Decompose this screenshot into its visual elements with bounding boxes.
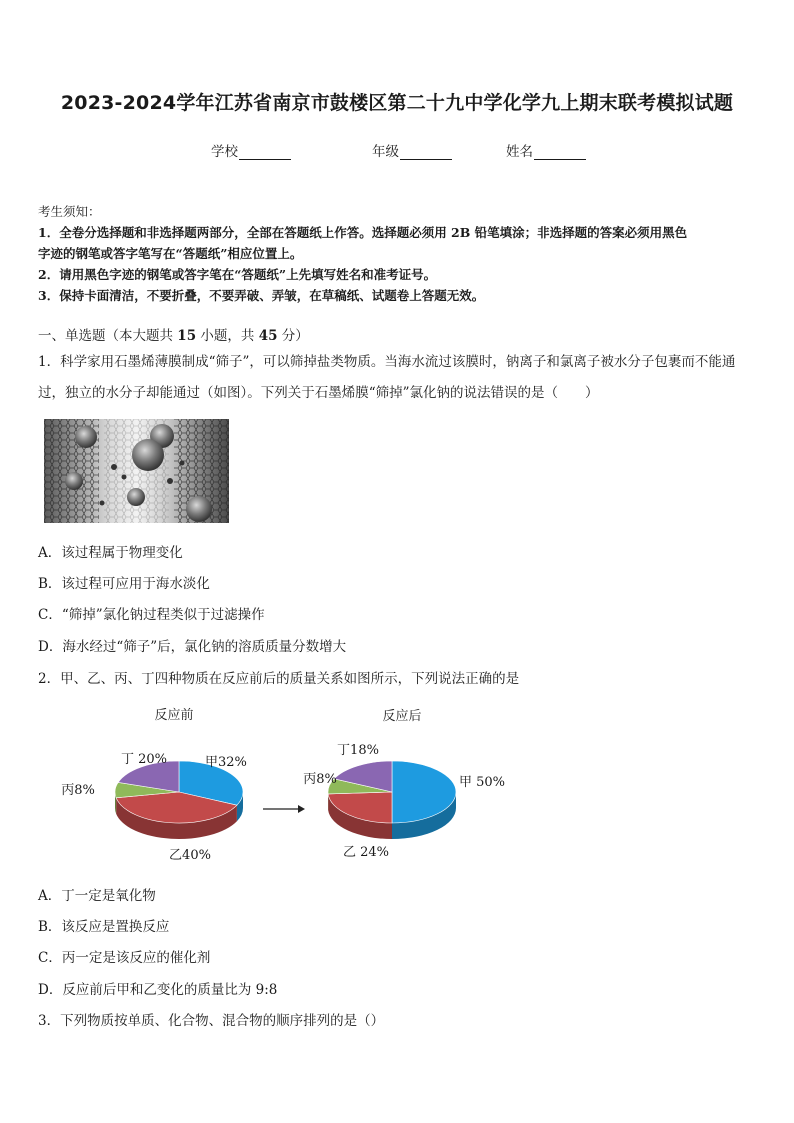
page-title: 2023-2024学年江苏省南京市鼓楼区第二十九中学化学九上期末联考模拟试题 (60, 92, 734, 114)
school-blank (239, 145, 291, 160)
q1-line: 过，独立的水分子却能通过（如图）。下列关于石墨烯膜“筛掉”氯化钠的说法错误的是（ ） (38, 385, 599, 401)
q1-option-c: C．“筛掉”氯化钠过程类似于过滤操作 (38, 607, 265, 623)
q2-option-d: D．反应前后甲和乙变化的质量比为 9:8 (38, 982, 278, 998)
pie-slice-label: 丙8% (61, 783, 95, 798)
notice-item: 1．全卷分选择题和非选择题两部分，全部在答题纸上作答。选择题必须用 2B 铅笔填涂；非选择题的答案必须用黑色 (38, 225, 688, 240)
grade-label: 年级 (372, 144, 399, 160)
pie-chart-after (303, 708, 505, 860)
pie-charts (40, 700, 560, 870)
notice-item: 2．请用黑色字迹的钢笔或答字笔在“答题纸”上先填写姓名和准考证号。 (38, 267, 437, 282)
pie-slice-label: 丁18% (337, 743, 379, 758)
pie-chart-title: 反应前 (154, 708, 194, 723)
pie-slice-label: 丙8% (303, 772, 337, 787)
pie-slice-label: 甲32% (205, 755, 247, 770)
section-score: 45 (258, 328, 278, 344)
school-label: 学校 (211, 144, 238, 160)
question-2-stem: 2．甲、乙、丙、丁四种物质在反应前后的质量关系如图所示，下列说法正确的是 (38, 671, 520, 687)
right-arrow-icon (263, 805, 305, 813)
grade-blank (400, 145, 452, 160)
section-mid: 小题，共 (200, 328, 255, 344)
section-end: 分） (281, 328, 309, 344)
notice-block (38, 201, 758, 306)
grade-field (372, 140, 452, 160)
name-field (506, 140, 586, 160)
q1-option-a: A．该过程属于物理变化 (38, 545, 183, 561)
school-field (211, 140, 291, 160)
pie-slice-label: 甲 50% (459, 775, 506, 790)
name-label: 姓名 (506, 144, 533, 160)
q2-option-b: B．该反应是置换反应 (38, 919, 170, 935)
q2-option-c: C．丙一定是该反应的催化剂 (38, 950, 211, 966)
section-title: 一、单选题（本大题共 (38, 328, 173, 344)
question-3-stem: 3．下列物质按单质、化合物、混合物的顺序排列的是（） (38, 1013, 385, 1029)
pie-slice-label: 丁 20% (120, 752, 168, 767)
notice-item: 字迹的钢笔或答字笔写在“答题纸”相应位置上。 (38, 246, 303, 261)
q1-option-b: B．该过程可应用于海水淡化 (38, 576, 210, 592)
graphene-membrane-image (44, 419, 229, 523)
pie-slice-label: 乙40% (169, 848, 211, 863)
notice-heading: 考生须知： (38, 204, 101, 219)
q1-line: 1．科学家用石墨烯薄膜制成“筛子”，可以筛掉盐类物质。当海水流过该膜时，钠离子和氯离子被水分子包裹而不能通 (38, 354, 736, 370)
section-count: 15 (177, 328, 197, 344)
notice-item: 3．保持卡面清洁，不要折叠，不要弄破、弄皱，在草稿纸、试题卷上答题无效。 (38, 288, 485, 303)
section-heading (38, 324, 309, 344)
pie-chart-title: 反应后 (382, 709, 422, 724)
q2-option-a: A．丁一定是氧化物 (38, 888, 156, 904)
q1-option-d: D．海水经过“筛子”后，氯化钠的溶质质量分数增大 (38, 639, 347, 655)
name-blank (534, 145, 586, 160)
pie-slice-label: 乙 24% (342, 845, 390, 860)
question-1-stem (38, 347, 760, 409)
pie-chart-before (61, 707, 247, 863)
